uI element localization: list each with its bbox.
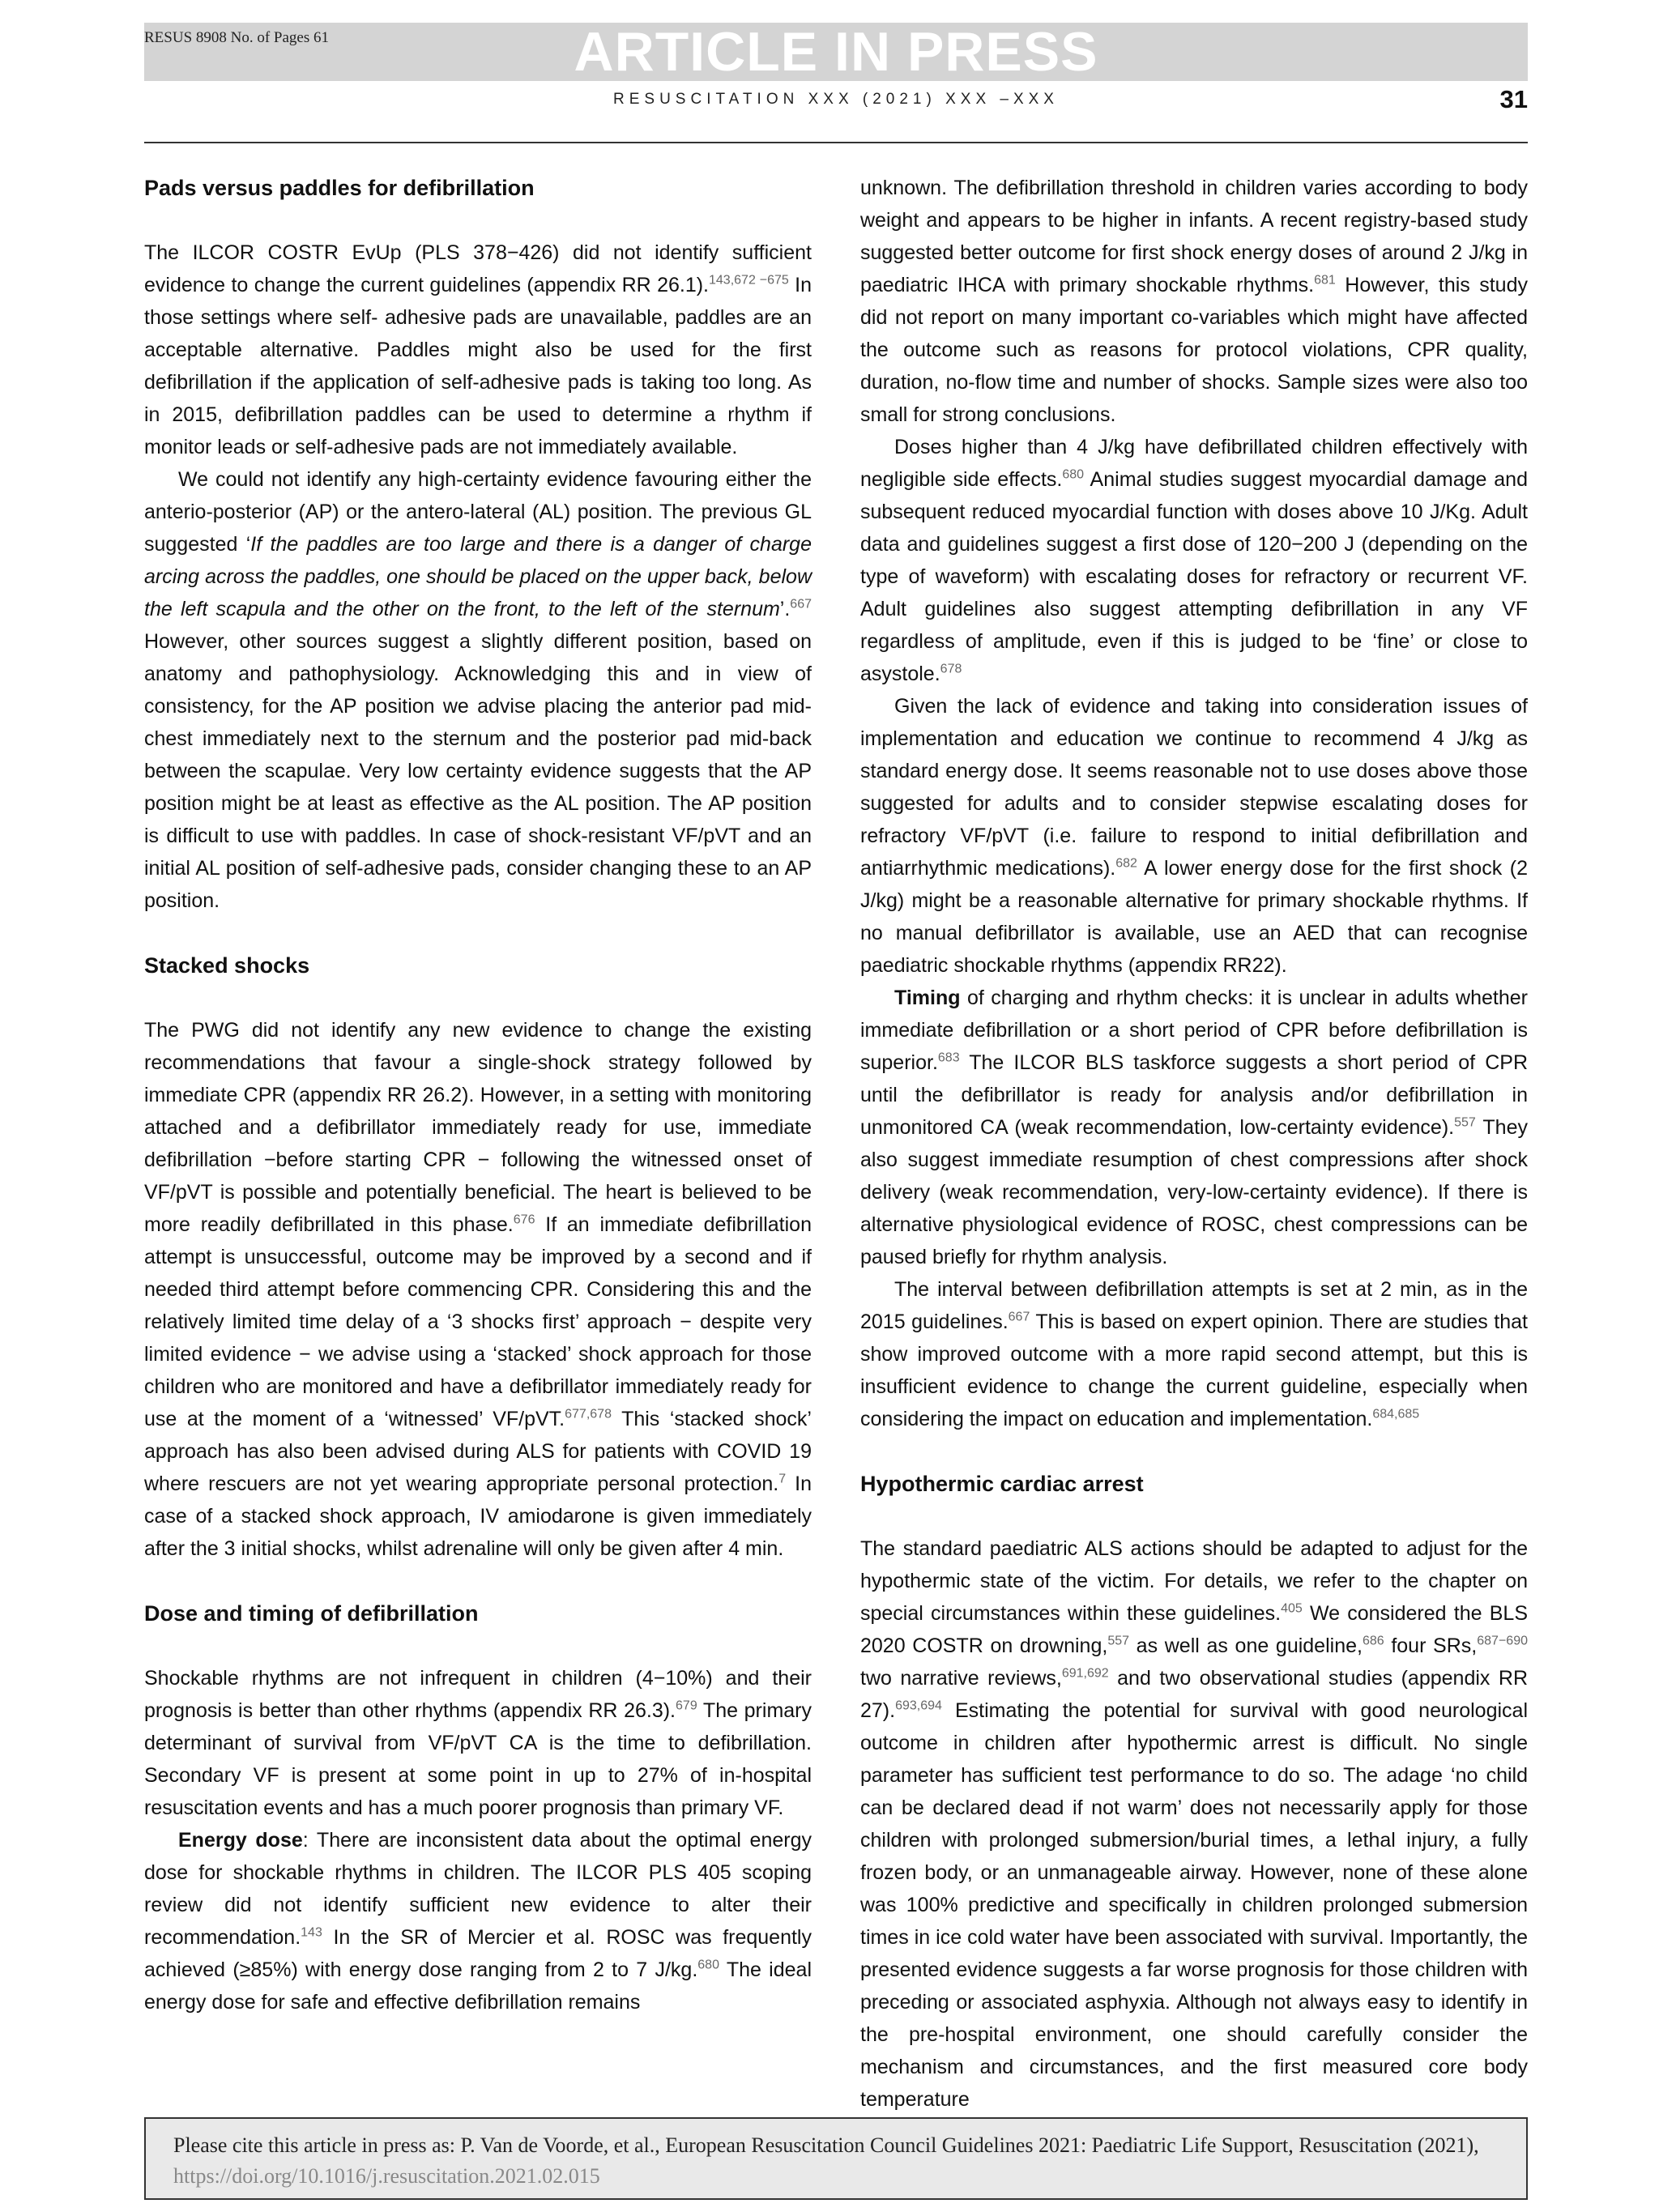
citation-ref[interactable]: 680 — [1062, 467, 1085, 482]
article-in-press-banner — [144, 23, 1528, 81]
paragraph: The PWG did not identify any new evidence to change the existing recommendations that favour a single-shock strategy followed by immediate CPR (appendix RR 26.2). However, in a setting with monitoring attached and a defibrillator immediately ready for use, immediate defibrillation −before starting CPR − following the witnessed onset of VF/pVT is possible and potentially beneficial. The heart is believed to be more readily defibrillated in this phase.$^{676}$ If an immediate defibrillation attempt is unsuccessful, outcome may be improved by a second and if needed third attempt before commencing CPR. Considering this and the relatively limited time delay of a ‘3 shocks first’ approach − despite very limited evidence − we advise using a ‘stacked’ shock approach for those children who are monitored and have a defibrillator immediately ready for use at the moment of a ‘witnessed’ VF/pVT.$^{677,678}$ This ‘stacked shock’ approach has also been advised during ALS for patients with COVID 19 where rescuers are not yet wearing appropriate personal protection.$^7$ In case of a stacked shock approach, IV amiodarone is given immediately after the 3 initial shocks, whilst adrenaline will only be given after 4 min. — [144, 1019, 812, 1560]
citation-ref[interactable]: 143 — [301, 1925, 322, 1940]
paragraph: Timing of charging and rhythm checks: it is unclear in adults whether immediate defibrillation or a short period of CPR before defibrillation is superior.$^{683}$ The ILCOR BLS taskforce suggests a short period of CPR until the defibrillator is ready for analysis and/or defibrillation in unmonitored CA (weak recommendation, low-certainty evidence).$^{557}$ They also suggest immediate resumption of chest compressions after shock delivery (weak recommendation, very-low-certainty evidence). If there is alternative physiological evidence of ROSC, chest compressions can be paused briefly for rhythm analysis. — [860, 987, 1528, 1268]
citation-ref[interactable]: 143,672 −675 — [709, 273, 789, 288]
left-column — [144, 172, 812, 2018]
citation-ref[interactable]: 667 — [790, 597, 812, 612]
right-column — [860, 172, 1528, 2116]
paragraph: Energy dose: There are inconsistent data about the optimal energy dose for shockable rhythms in children. The ILCOR PLS 405 scoping review did not identify sufficient new evidence to alter their recommendation.$^{143}$ In the SR of Mercier et al. ROSC was frequently achieved (≥85%) with energy dose ranging from 2 to 7 J/kg.$^{680}$ The ideal energy dose for safe and effective defibrillation remains — [144, 1829, 812, 2014]
citation-ref[interactable]: 7 — [778, 1472, 787, 1486]
paragraph: unknown. The defibrillation threshold in children varies according to body weight and appears to be higher in infants. A recent registry-based study suggested better outcome for first shock energy doses of around 2 J/kg in paediatric IHCA with primary shockable rhythms.$^{681}$ However, this study did not report on many important co-variables which might have affected the outcome such as reasons for protocol violations, CPR quality, duration, no-flow time and number of shocks. Sample sizes were also too small for strong conclusions. — [860, 177, 1528, 426]
citation-notice — [144, 2117, 1528, 2200]
citation-ref[interactable]: 676 — [513, 1213, 535, 1227]
header-rule — [144, 142, 1528, 143]
citation-ref[interactable]: 557 — [1454, 1115, 1476, 1130]
citation-ref[interactable]: 678 — [940, 662, 962, 676]
journal-running-head: RESUSCITATION XXX (2021) XXX –XXX — [613, 91, 1059, 108]
citation-ref[interactable]: 686 — [1362, 1634, 1384, 1648]
citation-ref[interactable]: 677,678 — [565, 1407, 612, 1421]
page-number: 31 — [1499, 85, 1528, 113]
manuscript-id: RESUS 8908 No. of Pages 61 — [144, 29, 330, 46]
citation-ref[interactable]: 691,692 — [1061, 1666, 1109, 1681]
citation-ref[interactable]: 683 — [937, 1051, 960, 1065]
citation-ref[interactable]: 687−690 — [1477, 1634, 1528, 1648]
doi-link[interactable]: https://doi.org/10.1016/j.resuscitation.2021.02.015 — [173, 2164, 600, 2188]
citation-ref[interactable]: 679 — [676, 1698, 697, 1713]
section-heading: Dose and timing of defibrillation — [144, 1601, 479, 1626]
citation-ref[interactable]: 680 — [697, 1958, 719, 1972]
section-heading: Stacked shocks — [144, 953, 310, 978]
paragraph: The standard paediatric ALS actions should be adapted to adjust for the hypothermic state of the victim. For details, we refer to the chapter on special circumstances within these guidelines.$^{405}$ We considered the BLS 2020 COSTR on drowning,$^{557}$ as well as one guideline,$^{686}$ four SRs,$^{687-690}$ two narrative reviews,$^{691,692}$ and two observational studies (appendix RR 27).$^{693,694}$ Estimating the potential for survival with good neurological outcome in children after hypothermic arrest is difficult. No single parameter has sufficient test performance to do so. The adage ‘no child can be declared dead if not warm’ does not necessarily apply for those children with prolonged submersion/burial times, a lethal injury, a fully frozen body, or an unmanageable airway. However, none of these alone was 100% predictive and specifically in children prolonged submersion times in ice cold water have been associated with survival. Importantly, the presented evidence suggests a far worse prognosis for those children with preceding or associated asphyxia. Although not always easy to identify in the pre-hospital environment, one should carefully consider the mechanism and circumstances, and the first measured core body temperature — [860, 1537, 1529, 2111]
citation-ref[interactable]: 405 — [1281, 1601, 1303, 1616]
section-heading: Hypothermic cardiac arrest — [860, 1472, 1144, 1496]
paragraph: Doses higher than 4 J/kg have defibrillated children effectively with negligible side effects.$^{680}$ Animal studies suggest myocardial damage and subsequent reduced myocardial function with doses above 10 J/Kg. Adult data and guidelines suggest a first dose of 120−200 J (depending on the type of waveform) with escalating doses for refractory or recurrent VF. Adult guidelines also suggest attempting defibrillation in any VF regardless of amplitude, even if this is judged to be ‘fine’ or close to asystole.$^{678}$ — [860, 436, 1528, 685]
paragraph: We could not identify any high-certainty evidence favouring either the anterio-posterior (AP) or the antero-lateral (AL) position. The previous GL suggested ‘If the paddles are too large and there is a danger of charge arcing across the paddles, one should be placed on the upper back, below the left scapula and the other on the front, to the left of the sternum’.$^{667}$ However, other sources suggest a slightly different position, based on anatomy and pathophysiology. Acknowledging this and in view of consistency, for the AP position we advise placing the anterior pad mid-chest immediately next to the sternum and the posterior pad mid-back between the scapulae. Very low certainty evidence suggests that the AP position might be at least as effective as the AL position. The AP position is difficult to use with paddles. In case of shock-resistant VF/pVT and an initial AL position of self-adhesive pads, consider changing these to an AP position. — [144, 468, 812, 912]
citation-ref[interactable]: 682 — [1115, 856, 1137, 871]
section-heading: Pads versus paddles for defibrillation — [144, 176, 535, 200]
banner-text: ARTICLE IN PRESS — [574, 21, 1098, 83]
citation-ref[interactable]: 681 — [1314, 273, 1336, 288]
paragraph: Given the lack of evidence and taking into consideration issues of implementation and education we continue to recommend 4 J/kg as standard energy dose. It seems reasonable not to use doses above those suggested for adults and to consider stepwise escalating doses for refractory VF/pVT (i.e. failure to respond to initial defibrillation and antiarrhythmic medications).$^{682}$ A lower energy dose for the first shock (2 J/kg) might be a reasonable alternative for primary shockable rhythms. If no manual defibrillator is available, use an AED that can recognise paediatric shockable rhythms (appendix RR22). — [860, 695, 1528, 977]
citation-ref[interactable]: 557 — [1107, 1634, 1130, 1648]
citation-ref[interactable]: 667 — [1008, 1310, 1030, 1324]
citation-text: Please cite this article in press as: P. Van de Voorde, et al., European Resuscitation Council Guidelines 2021: Paediatric Life Support, Resuscitation (2021), — [173, 2133, 1479, 2157]
paragraph: Shockable rhythms are not infrequent in children (4−10%) and their prognosis is better than other rhythms (appendix RR 26.3).$^{679}$ The primary determinant of survival from VF/pVT CA is the time to defibrillation. Secondary VF is present at some point in up to 27% of in-hospital resuscitation events and has a much poorer prognosis than primary VF. — [144, 1667, 812, 1819]
citation-ref[interactable]: 693,694 — [895, 1698, 942, 1713]
paragraph: The interval between defibrillation attempts is set at 2 min, as in the 2015 guidelines.$^{667}$ This is based on expert opinion. There are studies that show improved outcome with a more rapid second attempt, but this is insufficient evidence to change the current guideline, especially when considering the impact on education and implementation.$^{684,685}$ — [860, 1278, 1528, 1430]
paragraph: The ILCOR COSTR EvUp (PLS 378−426) did not identify sufficient evidence to change the current guidelines (appendix RR 26.1).$^{143,672 -675}$ In those settings where self- adhesive pads are unavailable, paddles are an acceptable alternative. Paddles might also be used for the first defibrillation if the application of self-adhesive pads is taking too long. As in 2015, defibrillation paddles can be used to determine a rhythm if monitor leads or self-adhesive pads are not immediately available. — [144, 241, 812, 458]
citation-ref[interactable]: 684,685 — [1372, 1407, 1420, 1421]
